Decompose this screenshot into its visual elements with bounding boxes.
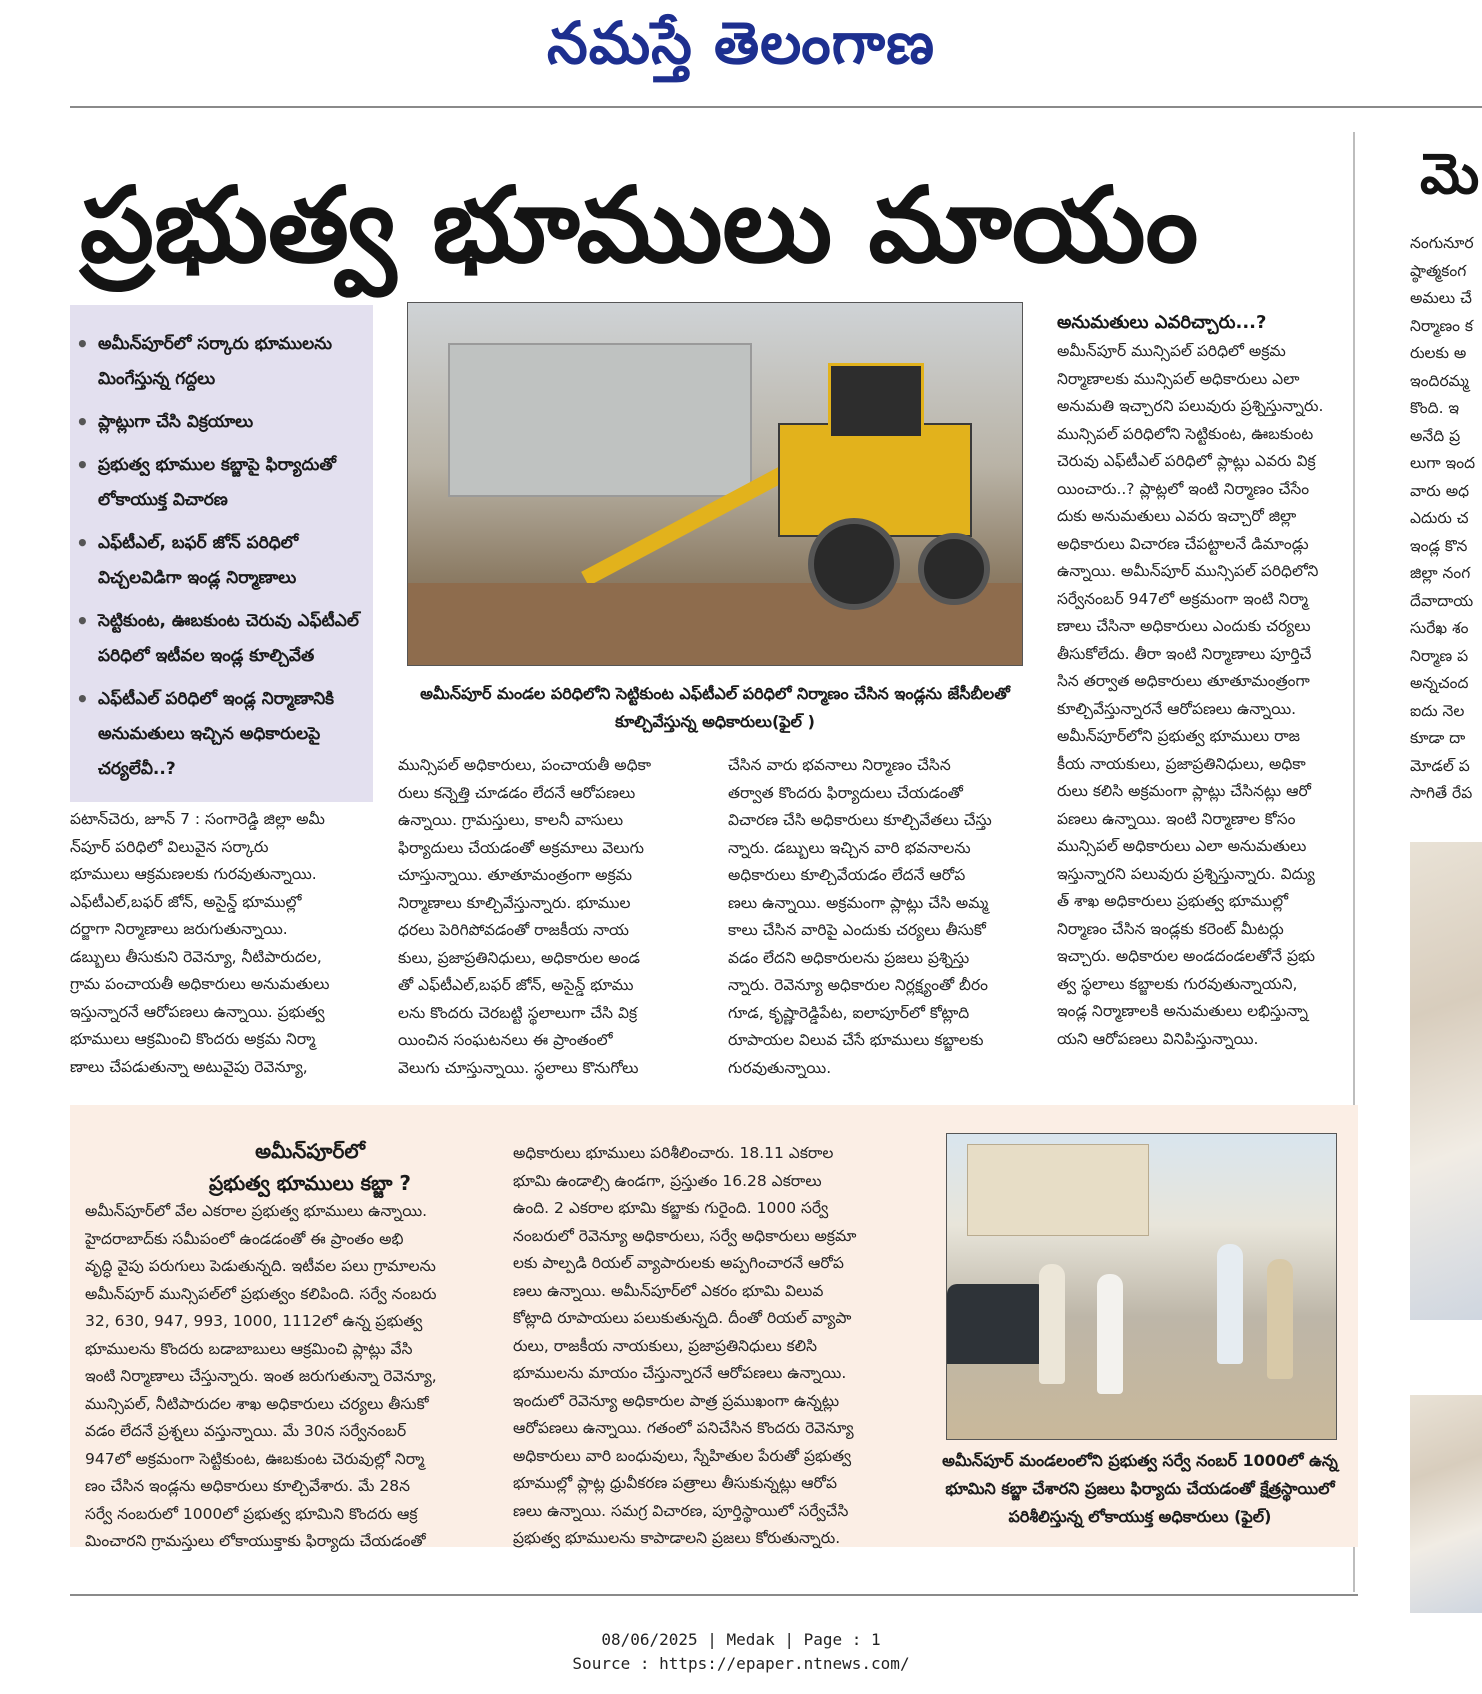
text-line: ఇస్తున్నారనే ఆరోపణలు ఉన్నాయి. ప్రభుత్వ (70, 1002, 325, 1021)
text-line: చెరువు ఎఫ్‌టీఎల్ పరిధిలో ప్లాట్లు ఎవరు విక్ర (1057, 452, 1316, 470)
bottom-divider (70, 1594, 1358, 1596)
side-photo-top (1410, 842, 1482, 1320)
text-line: ణలు ఉన్నాయి. అక్రమంగా ప్లాట్లు చేసి అమ్మ (728, 893, 989, 912)
highlights-list (70, 305, 373, 787)
right-subheading: అనుమతులు ఎవరిచ్చారు...? (1057, 312, 1267, 333)
text-line: ఎదురు చ (1410, 509, 1469, 527)
side-article-headline: మె (1420, 142, 1480, 207)
box-column-1 (85, 1198, 485, 1556)
text-line: యించిన సంఘటనలు ఈ ప్రాంతంలో (398, 1031, 613, 1049)
text-line: భూమి ఉండాల్సి ఉండగా, ప్రస్తుతం 16.28 ఎకరాలు (513, 1171, 822, 1190)
box-subheading-line: అమీన్‌పూర్‌లో (255, 1139, 365, 1163)
top-divider (70, 106, 1482, 108)
text-line: భూములు ఆక్రమించి కొందరు అక్రమ నిర్మా (70, 1030, 316, 1048)
text-line: మోడల్ ప (1410, 756, 1470, 775)
text-line: ణలు ఉన్నాయి. సమగ్ర విచారణ, పూర్తిస్థాయిలో సర్వేచేసి (513, 1501, 849, 1520)
building-shape (967, 1144, 1149, 1236)
side-article-text (1410, 230, 1482, 808)
article-column-1 (70, 806, 373, 1081)
text-line: దేవాదాయ (1410, 591, 1474, 610)
text-line: నిర్మాణ ప (1410, 646, 1469, 665)
text-line: సిన తర్వాత అధికారులు తూతూమంత్రంగా (1057, 672, 1310, 690)
masthead-logo: నమస్తే తెలంగాణ (547, 9, 935, 77)
text-line: వారు అధ (1410, 481, 1470, 500)
text-line: అధికారులు భూములు పరిశీలించారు. 18.11 ఎకరాల (513, 1144, 834, 1162)
text-line: సాగితే రేప (1410, 784, 1473, 802)
highlights-box (70, 305, 373, 802)
text-line: రులు కలిసి అక్రమంగా ప్లాట్లు చేసినట్లు ఆరో (1057, 782, 1311, 800)
text-line: తర్వాత కొందరు ఫిర్యాదులు చేయడంతో (728, 783, 963, 802)
text-line: ఐదు నెల (1410, 701, 1465, 720)
text-line: మున్సిపల్ పరిధిలోని సెట్టికుంట, ఊబకుంట (1057, 424, 1314, 443)
text-line: వెలుగు చూస్తున్నాయి. స్థలాలు కొనుగోలు (398, 1058, 639, 1077)
footer-source-link[interactable]: Source : https://epaper.ntnews.com/ (572, 1654, 910, 1673)
text-line: ఇండ్ల నిర్మాణాలకి అనుమతులు లభిస్తున్నా (1057, 1002, 1309, 1020)
text-line: భూములు ఆక్రమణలకు గురవుతున్నాయి. (70, 865, 317, 883)
text-line: ఇందిరమ్మ (1410, 371, 1469, 390)
building-shape (448, 343, 752, 497)
footer-date-edition: 08/06/2025 | Medak | Page : 1 (601, 1630, 881, 1649)
text-line: చూస్తున్నాయి. తూతూమంత్రంగా అక్రమ (398, 866, 633, 884)
text-line: మున్సిపల్ అధికారులు, పంచాయతీ అధికా (398, 756, 652, 774)
text-line: అనేది ప్ర (1410, 426, 1461, 445)
text-line: డబ్బులు తీసుకుని రెవెన్యూ, నీటిపారుదల, (70, 947, 322, 966)
text-line: మించారని గ్రామస్తులు లోకాయుక్తాకు ఫిర్యాదు చేయడంతో (85, 1532, 426, 1550)
text-line: సురేఖ శం (1410, 619, 1469, 637)
text-line: ఉన్నాయి. గ్రామస్తులు, కాలనీ వాసులు (398, 811, 624, 829)
car-shape (947, 1284, 1047, 1364)
text-line: రులు కన్నెత్తి చూడడం లేదనే ఆరోపణలు (398, 783, 636, 802)
text-line: అధికారులు విచారణ చేపట్టాలనే డిమాండ్లు (1057, 534, 1309, 553)
article-column-4 (1057, 338, 1360, 1053)
highlight-item: • ఎఫ్‌టీఎల్ పరిధిలో ఇండ్ల నిర్మాణానికి అనుమతులు ఇచ్చిన అధికారులపై చర్యలేవీ..? (92, 682, 365, 787)
text-line: న్నారు. డబ్బులు ఇచ్చిన వారి భవనాలను (728, 838, 971, 857)
text-line: ణలు ఉన్నాయి. అమీన్‌పూర్‌లో ఎకరం భూమి విలువ (513, 1281, 824, 1300)
person-shape (1217, 1244, 1243, 1364)
text-line: ధరలు పెరిగిపోవడంతో రాజకీయ నాయ (398, 921, 629, 939)
text-line: గూడ, కృష్ణారెడ్డిపేట, ఐలాపూర్‌లో కోట్లాది (728, 1003, 970, 1022)
text-line: నంబరులో రెవెన్యూ అధికారులు, సర్వే అధికారులు అక్రమా (513, 1226, 857, 1245)
text-line: కొంది. ఇ (1410, 399, 1460, 417)
text-line: కాలు చేసిన వారిపై ఎందుకు చర్యలు తీసుకో (728, 921, 986, 939)
photo-caption: అమీన్‌పూర్ మండల పరిధిలోని సెట్టికుంట ఎఫ్‌టీఎల్ పరిధిలో నిర్మాణం చేసిన ఇండ్లను జేసీబీలతో కూల్చివేస్తున్న అధికారులు(ఫైల్ ) (420, 684, 1010, 731)
text-line: భూములను కొందరు బడాబాబులు ఆక్రమించి ప్లాట్లు వేసి (85, 1339, 413, 1358)
photo-caption: అమీన్‌పూర్ మండలంలోని ప్రభుత్వ సర్వే నంబర్ 1000లో ఉన్న భూమిని కబ్జా చేశారని ప్రజలు ఫిర్యాదు చేయడంతో క్షేత్రస్థాయిలో పరిశీలిస్తున్న లోకాయుక్త అధికారులు (ఫైల్) (942, 1451, 1338, 1526)
text-line: సర్వేనంబర్ 947లో అక్రమంగా ఇంటి నిర్మా (1057, 589, 1308, 608)
text-line: ణం చేసిన ఇండ్లను అధికారులు కూల్చివేశారు. మే 28న (85, 1477, 410, 1495)
highlight-item: • ప్రభుత్వ భూముల కబ్జాపై ఫిర్యాదుతో లోకాయుక్త విచారణ (92, 448, 365, 518)
text-line: అమీన్‌పూర్‌లోని ప్రభుత్వ భూములు రాజ (1057, 727, 1300, 745)
text-line: వృద్ధి వైపు పరుగులు పెడుతున్నది. ఇటీవల పలు గ్రామాలను (85, 1257, 436, 1275)
text-line: కీయ నాయకులు, ప్రజాప్రతినిధులు, అధికా (1057, 754, 1306, 773)
text-line: గ్రామ పంచాయతీ అధికారులు అనుమతులు (70, 975, 330, 993)
text-line: రూపాయల విలువ చేసే భూములు కబ్జాలకు (728, 1031, 984, 1049)
text-line: ఇచ్చారు. అధికారుల అండదండలతోనే ప్రభు (1057, 947, 1315, 965)
page-footer (0, 1628, 1482, 1676)
text-line: గురవుతున్నాయి. (728, 1058, 832, 1077)
text-line: నిర్మాణాలు కూల్చివేస్తున్నారు. భూముల (398, 893, 631, 912)
demolition-photo (407, 302, 1023, 666)
excavator-wheel (918, 533, 990, 605)
text-line: వడం లేదని అధికారులను ప్రజలు ప్రశ్నిస్తు (728, 948, 970, 967)
excavator-wheel (808, 518, 900, 610)
text-line: వడం లేదనే ప్రశ్నలు వస్తున్నాయి. మే 30న సర్వేనంబర్ (85, 1422, 407, 1440)
person-shape (1039, 1264, 1065, 1384)
text-line: లను కొందరు చెరబట్టి స్థలాలుగా చేసి విక్ర (398, 1003, 638, 1022)
text-line: త్వ స్థలాలు కబ్జాలకు గురవుతున్నాయని, (1057, 974, 1298, 993)
text-line: ఉంది. 2 ఎకరాల భూమి కబ్జాకు గురైంది. 1000 సర్వే (513, 1199, 829, 1217)
text-line: ష్ఠాత్మకంగ (1410, 261, 1467, 280)
text-line: త్ శాఖ అధికారులు ప్రభుత్వ భూముల్లో (1057, 892, 1289, 910)
text-line: కులు, ప్రజాప్రతినిధులు, అధికారుల అండ (398, 948, 640, 967)
headline: ప్రభుత్వ భూములు మాయం (80, 164, 1199, 286)
text-line: లుగా ఇంద (1410, 454, 1476, 472)
text-line: నిర్మాణం క (1410, 316, 1474, 335)
text-line: యించారు..? ప్లాట్లలో ఇంటి నిర్మాణం చేసేం (1057, 479, 1310, 498)
highlight-item: • అమీన్‌పూర్‌లో సర్కారు భూములను మింగేస్తున్న గద్దలు (92, 327, 365, 397)
box-subheading (140, 1135, 480, 1199)
text-line: ఆరోపణలు ఉన్నాయి. గతంలో పనిచేసిన కొందరు రెవెన్యూ (513, 1419, 854, 1437)
side-photo-bottom (1410, 1395, 1482, 1613)
text-line: కూల్చివేస్తున్నారనే ఆరోపణలు ఉన్నాయి. (1057, 699, 1297, 718)
text-line: న్నారు. రెవెన్యూ అధికారుల నిర్లక్ష్యంతో బీరం (728, 976, 989, 994)
text-line: రులు, రాజకీయ నాయకులు, ప్రజాప్రతినిధులు కలిసి (513, 1336, 817, 1355)
text-line: ఇందులో రెవెన్యూ అధికారుల పాత్ర ప్రముఖంగా ఉన్నట్లు (513, 1391, 840, 1410)
text-line: న్‌పూర్ పరిధిలో విలువైన సర్కారు (70, 837, 269, 856)
text-line: చేసిన వారు భవనాలు నిర్మాణం చేసిన (728, 756, 951, 774)
inspection-photo (946, 1133, 1337, 1440)
text-line: ఫిర్యాదులు చేయడంతో అక్రమాలు వెలుగు (398, 838, 645, 857)
text-line: రులకు అ (1410, 344, 1467, 362)
text-line: హైదరాబాద్‌కు సమీపంలో ఉండడంతో ఈ ప్రాంతం అభి (85, 1229, 404, 1248)
text-line: భూముల్లో ప్లాట్ల ధ్రువీకరణ పత్రాలు తీసుకున్నట్లు ఆరోప (513, 1474, 837, 1492)
text-line: కోట్లాది రూపాయలు పలుకుతున్నది. దీంతో రియల్ వ్యాపా (513, 1309, 852, 1327)
text-line: విచారణ చేసి అధికారులు కూల్చివేతలు చేస్తు (728, 811, 992, 829)
text-line: ణాలు చేసినా అధికారులు ఎందుకు చర్యలు (1057, 617, 1311, 635)
text-line: అమీన్‌పూర్ మున్సిపల్‌లో ప్రభుత్వం కలిపింది. సర్వే నంబరు (85, 1284, 437, 1303)
text-line: దుకు అనుమతులు ఎవరు ఇచ్చారో జిల్లా (1057, 507, 1297, 525)
highlight-item: • సెట్టికుంట, ఊబకుంట చెరువు ఎఫ్‌టీఎల్ పరిధిలో ఇటీవల ఇండ్ల కూల్చివేత (92, 604, 365, 674)
text-line: తో ఎఫ్‌టీఎల్,బఫర్ జోన్, అసైన్డ్ భూము (398, 976, 634, 994)
text-line: ఇస్తున్నారని పలువురు ప్రశ్నిస్తున్నారు. విద్యు (1057, 864, 1315, 883)
text-line: మున్సిపల్, నీటిపారుదల శాఖ అధికారులు చర్యలు తీసుకో (85, 1394, 429, 1413)
text-line: అమీన్‌పూర్‌లో వేల ఎకరాల ప్రభుత్వ భూములు ఉన్నాయి. (85, 1202, 428, 1220)
text-line: పటాన్‌చెరు, జూన్ 7 : సంగారెడ్డి జిల్లా అమీ (70, 810, 325, 828)
text-line: మున్సిపల్ అధికారులు ఎలా అనుమతులు (1057, 837, 1307, 855)
text-line: అన్నచంద (1410, 674, 1469, 692)
text-line: ణాలు చేపడుతున్నా అటువైపు రెవెన్యూ, (70, 1057, 308, 1076)
text-line: భూములను మాయం చేస్తున్నారనే ఆరోపణలు ఉన్నాయి. (513, 1364, 847, 1382)
text-line: దర్జాగా నిర్మాణాలు జరుగుతున్నాయి. (70, 920, 288, 938)
box-column-2 (513, 1140, 918, 1553)
text-line: అధికారులు కూల్చివేయడం లేదనే ఆరోప (728, 866, 966, 884)
person-shape (1097, 1274, 1123, 1394)
box-subheading-line: ప్రభుత్వ భూములు కబ్జా ? (208, 1171, 412, 1195)
highlight-item: • ప్లాట్లుగా చేసి విక్రయాలు (92, 405, 365, 440)
text-line: జిల్లా నంగ (1410, 564, 1471, 582)
text-line: యని ఆరోపణలు వినిపిస్తున్నాయి. (1057, 1029, 1259, 1048)
article-column-3 (728, 752, 1031, 1082)
excavator-body (778, 423, 972, 537)
text-line: అధికారులు వారి బంధువులు, స్నేహితుల పేరుతో ప్రభుత్వ (513, 1446, 852, 1465)
text-line: కూడా దా (1410, 729, 1466, 747)
text-line: నిర్మాణం చేసిన ఇండ్లకు కరెంట్ మీటర్లు (1057, 919, 1284, 938)
text-line: ప్రభుత్వ భూములను కాపాడాలని ప్రజలు కోరుతున్నారు. (513, 1529, 841, 1547)
excavator-cab (828, 363, 924, 439)
article-column-2 (398, 752, 703, 1082)
person-shape (1267, 1259, 1293, 1379)
text-line: ఇండ్ల కొన (1410, 536, 1468, 555)
text-line: అమలు చే (1410, 289, 1472, 307)
text-line: నిర్మాణాలకు మున్సిపల్ అధికారులు ఎలా (1057, 369, 1300, 388)
text-line: ఎఫ్‌టీఎల్,బఫర్ జోన్, అసైన్డ్ భూముల్లో (70, 892, 302, 911)
text-line: 32, 630, 947, 993, 1000, 1112లో ఉన్న ప్రభుత్వ (85, 1312, 423, 1330)
text-line: లకు పాల్పడి రియల్ వ్యాపారులకు అప్పగించారనే ఆరోప (513, 1254, 844, 1272)
text-line: పణలు ఉన్నాయి. ఇంటి నిర్మాణాల కోసం (1057, 809, 1296, 828)
text-line: అమీన్‌పూర్ మున్సిపల్ పరిధిలో అక్రమ (1057, 342, 1286, 360)
text-line: నంగునూర (1410, 234, 1474, 252)
text-line: 947లో అక్రమంగా సెట్టికుంట, ఊబకుంట చెరువుల్లో నిర్మా (85, 1449, 425, 1468)
text-line: తీసుకోలేదు. తీరా ఇంటి నిర్మాణాలు పూర్తిచే (1057, 644, 1312, 663)
text-line: సర్వే నంబరులో 1000లో ప్రభుత్వ భూమిని కొందరు ఆక్ర (85, 1504, 418, 1523)
text-line: ఇంటి నిర్మాణాలు చేస్తున్నారు. ఇంత జరుగుతున్నా రెవెన్యూ, (85, 1367, 437, 1385)
text-line: ఉన్నాయి. అమీన్‌పూర్ మున్సిపల్ పరిధిలోని (1057, 562, 1319, 580)
highlight-item: • ఎఫ్‌టీఎల్, బఫర్ జోన్ పరిధిలో విచ్చలవిడిగా ఇండ్ల నిర్మాణాలు (92, 526, 365, 596)
text-line: అనుమతి ఇచ్చారని పలువురు ప్రశ్నిస్తున్నారు. (1057, 397, 1324, 415)
